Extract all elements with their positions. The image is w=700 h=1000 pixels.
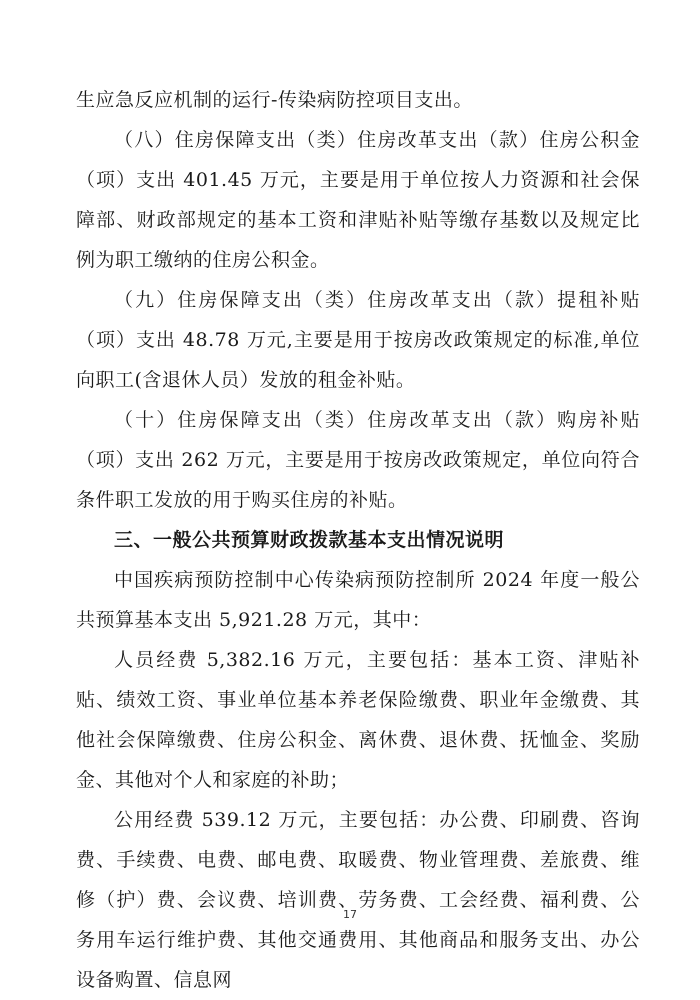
continued-paragraph: 生应急反应机制的运行-传染病防控项目支出。	[76, 89, 473, 111]
section-paragraph-public: 公用经费 539.12 万元，主要包括：办公费、印刷费、咨询费、手续费、电费、邮电费、取暖费、物业管理费、差旅费、维修（护）费、会议费、培训费、劳务费、工会经费、福利费、公务用车运行维护费、其他交通费用、其他商品和服务支出、办公设备购置、信息网	[76, 809, 640, 991]
item-paragraph-9: （九）住房保障支出（类）住房改革支出（款）提租补贴（项）支出 48.78 万元,主要是用于按房改政策规定的标准,单位向职工(含退休人员）发放的租金补贴。	[76, 289, 640, 391]
item-paragraph-8: （八）住房保障支出（类）住房改革支出（款）住房公积金（项）支出 401.45 万元，主要是用于单位按人力资源和社会保障部、财政部规定的基本工资和津贴补贴等缴存基数以及规定比例为职工缴纳的住房公积金。	[76, 129, 640, 271]
item-paragraph-10: （十）住房保障支出（类）住房改革支出（款）购房补贴（项）支出 262 万元，主要是用于按房改政策规定，单位向符合条件职工发放的用于购买住房的补贴。	[76, 409, 640, 511]
section-paragraph-personnel: 人员经费 5,382.16 万元，主要包括：基本工资、津贴补贴、绩效工资、事业单位基本养老保险缴费、职业年金缴费、其他社会保障缴费、住房公积金、离休费、退休费、抚恤金、奖励金、其他对个人和家庭的补助；	[76, 649, 640, 791]
document-body	[76, 80, 640, 1000]
page-number: 17	[343, 908, 357, 921]
section-heading: 三、一般公共预算财政拨款基本支出情况说明	[114, 529, 505, 551]
section-paragraph-summary: 中国疾病预防控制中心传染病预防控制所 2024 年度一般公共预算基本支出 5,921.28 万元，其中：	[76, 569, 640, 631]
